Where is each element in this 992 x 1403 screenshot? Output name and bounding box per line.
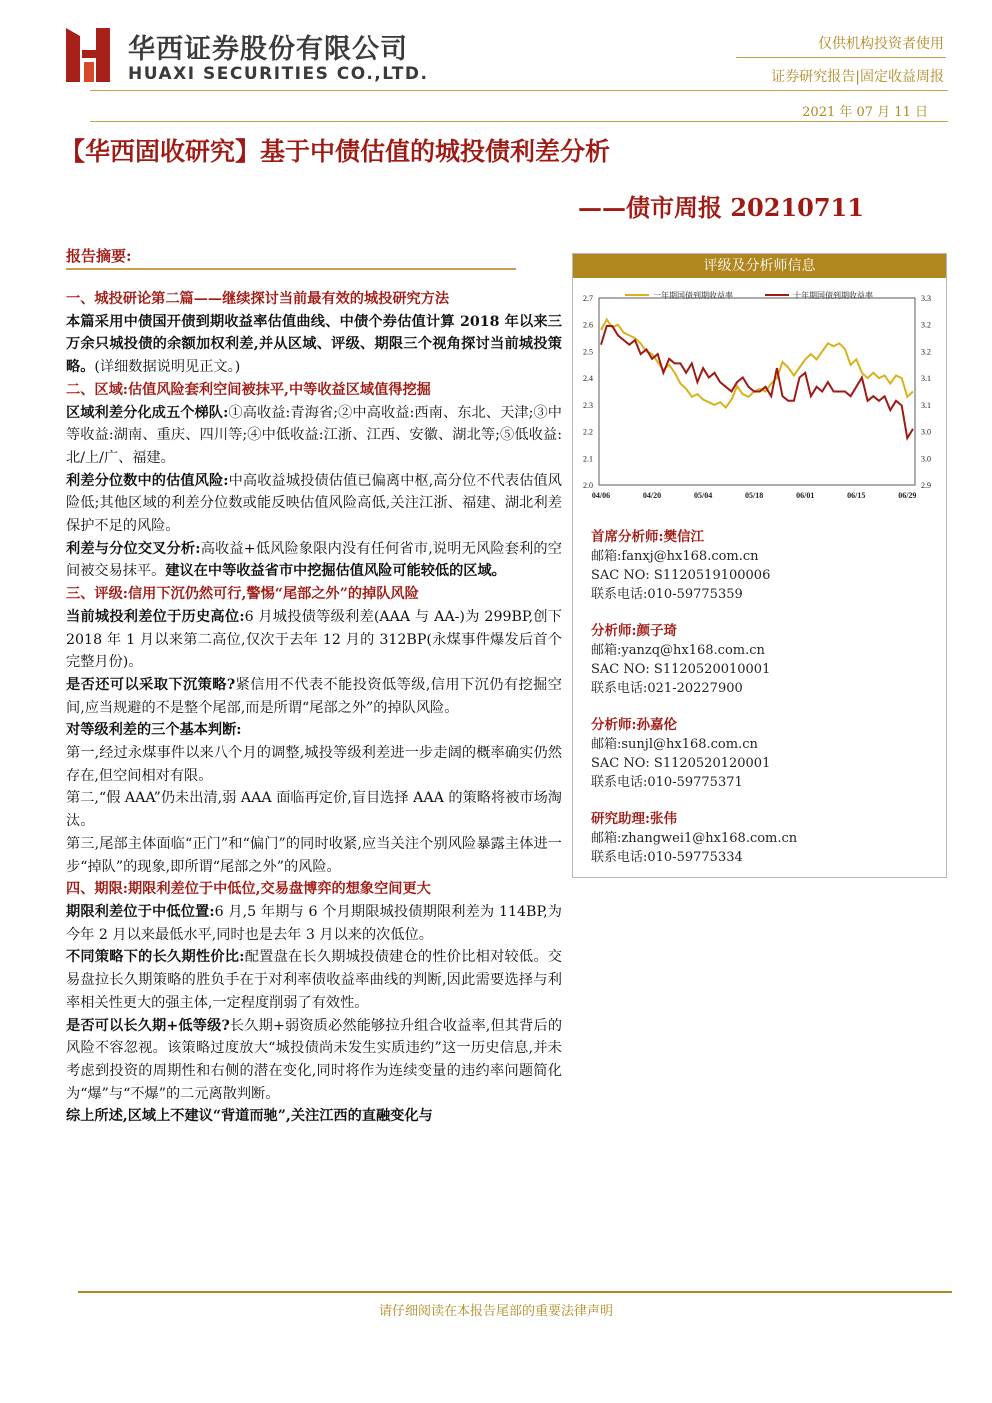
legend-label: 一年期国债到期收益率	[653, 291, 733, 300]
report-type: 证券研究报告|固定收益周报	[771, 69, 944, 85]
summary-underline	[66, 268, 516, 270]
right-axis-tick-label: 2.9	[921, 481, 931, 490]
analyst-sac: SAC NO: S1120520120001	[591, 756, 771, 771]
section-heading: 一、城投研论第二篇——继续探讨当前最有效的城投研究方法	[66, 291, 450, 307]
analyst-phone: 联系电话:010-59775334	[591, 850, 743, 865]
paragraph	[66, 311, 562, 379]
paragraph: 第一,经过永煤事件以来八个月的调整,城投等级利差进一步走阔的概率确实仍然存在,但空间相对有限。	[66, 745, 562, 784]
bold-text: 利差分位数中的估值风险:	[66, 472, 229, 489]
analyst-email: 邮箱:zhangwei1@hx168.com.cn	[591, 831, 798, 846]
paragraph	[66, 1015, 562, 1106]
header-divider	[736, 57, 946, 58]
text: 6 月,5 年期与 6 个月期限城投债期限利差为 114BP,为今年 2 月以来最低水平,同时也是去年 3 月以来的次低位。	[66, 903, 562, 943]
left-axis-tick-label: 2.5	[583, 347, 593, 357]
x-axis-tick-label: 06/15	[847, 491, 866, 500]
paragraph	[66, 946, 562, 1014]
x-axis-tick-label: 06/01	[796, 491, 815, 500]
bold-text: 区域利差分化成五个梯队:	[66, 404, 229, 421]
report-subtitle: ——债市周报 20210711	[578, 193, 864, 222]
right-axis-tick-label: 3.2	[921, 320, 931, 330]
analyst-email: 邮箱:yanzq@hx168.com.cn	[591, 643, 765, 658]
bold-text: 不同策略下的长久期性价比:	[66, 949, 245, 966]
right-axis-tick-label: 3.1	[921, 374, 931, 384]
analyst-block	[591, 716, 770, 792]
analyst-phone: 联系电话:010-59775359	[591, 587, 743, 602]
summary-label: 报告摘要:	[66, 247, 132, 265]
yield-chart	[573, 280, 945, 510]
header-divider	[90, 90, 948, 91]
analyst-name: 研究助理:张伟	[591, 811, 677, 827]
analyst-name: 分析师:孙嘉伦	[591, 717, 677, 733]
report-title: 【华西固收研究】基于中债估值的城投债利差分析	[60, 137, 611, 166]
bold-text: 是否可以长久期+低等级?	[66, 1017, 230, 1034]
panel-header: 评级及分析师信息	[573, 254, 946, 278]
x-axis-tick-label: 06/29	[898, 491, 917, 500]
section-heading: 四、期限:期限利差位于中低位,交易盘博弈的想象空间更大	[66, 881, 431, 898]
analyst-block	[591, 810, 797, 867]
text: 配置盘在长久期城投债建仓的性价比相对较低。交易盘拉长久期策略的胜负手在于对利率债收益率曲线的判断,因此需要选择与利率相关性更大的强主体,一定程度削弱了有效性。	[66, 949, 562, 1011]
x-axis-tick-label: 04/20	[642, 491, 662, 500]
text: 6 月城投债等级利差(AAA 与 AA-)为 299BP,创下 2018 年 1 月以来第二高位,仅次于去年 12 月的 312BP(永煤事件爆发后首个完整月份)。	[66, 608, 562, 671]
section-heading: 三、评级:信用下沉仍然可行,警惕“尾部之外”的掉队风险	[66, 586, 419, 603]
header-divider	[90, 121, 948, 122]
paragraph	[66, 402, 562, 470]
paragraph: 对等级利差的三个基本判断:	[66, 722, 242, 739]
x-axis-tick-label: 05/18	[745, 491, 764, 500]
paragraph: 综上所述,区域上不建议“背道而驰”,关注江西的直融变化与	[66, 1108, 433, 1125]
analyst-phone: 联系电话:021-20227900	[591, 681, 743, 696]
right-axis-tick-label: 3.1	[921, 400, 931, 410]
analyst-block	[591, 528, 770, 604]
analyst-name: 首席分析师:樊信江	[591, 529, 704, 545]
right-axis-tick-label: 3.3	[921, 294, 931, 303]
text: 紧信用不代表不能投资低等级,信用下沉仍有挖掘空间,应当规避的不是整个尾部,而是所谓“尾部之外”的掉队风险。	[66, 676, 562, 716]
bold-text: 建议在中等收益省市中挖掘估值风险可能较低的区域。	[165, 563, 506, 580]
legal-notice: 请仔细阅读在本报告尾部的重要法律声明	[378, 1304, 613, 1319]
paragraph	[66, 470, 562, 538]
analyst-email: 邮箱:fanxj@hx168.com.cn	[591, 549, 759, 564]
analyst-block	[591, 622, 770, 698]
x-axis-tick-label: 05/04	[693, 491, 713, 500]
analyst-sac: SAC NO: S1120519100006	[591, 568, 771, 583]
huaxi-logo-icon	[64, 26, 112, 84]
paragraph	[66, 901, 562, 946]
section-heading: 二、区域:估值风险套利空间被抹平,中等收益区域值得挖掘	[66, 381, 431, 398]
company-name-cn: 华西证券股份有限公司	[128, 34, 408, 65]
footer-line	[78, 1291, 952, 1293]
left-axis-tick-label: 2.2	[583, 427, 593, 437]
paragraph	[66, 606, 562, 674]
bold-text: 期限利差位于中低位置:	[66, 903, 215, 920]
left-axis-tick-label: 2.0	[583, 481, 593, 490]
right-axis-tick-label: 3.0	[921, 427, 931, 437]
paragraph: 第三,尾部主体面临“正门”和“偏门”的同时收紧,应当关注个别风险暴露主体进一步“掉队”的现象,即所谓“尾部之外”的风险。	[66, 835, 562, 875]
audience-note: 仅供机构投资者使用	[818, 36, 944, 52]
left-axis-tick-label: 2.7	[583, 294, 593, 303]
bold-text: 本篇采用中债国开债到期收益率估值曲线、中债个券估值计算 2018 年以来三万余只城投债的余额加权利差,并从区域、评级、期限三个视角探讨当前城投策略。	[66, 313, 562, 376]
left-axis-tick-label: 2.3	[583, 400, 593, 410]
text: ①高收益:青海省;②中高收益:西南、东北、天津;③中等收益:湖南、重庆、四川等;④中低收益:江浙、江西、安徽、湖北等;⑤低收益:北/上/广、福建。	[66, 404, 562, 466]
right-axis-tick-label: 3.0	[921, 454, 931, 464]
paragraph	[66, 674, 562, 719]
analyst-sac: SAC NO: S1120520010001	[591, 662, 771, 677]
legend-label: 十年期国债到期收益率	[793, 291, 873, 300]
bold-text: 当前城投利差位于历史高位:	[66, 608, 245, 625]
left-axis-tick-label: 2.4	[583, 374, 593, 384]
analyst-email: 邮箱:sunjl@hx168.com.cn	[591, 737, 758, 752]
text: 长久期+弱资质必然能够拉升组合收益率,但其背后的风险不容忽视。该策略过度放大“城投债尚未发生实质违约”这一历史信息,并未考虑到投资的周期性和右侧的潜在变化,同时将作为连续变量的违约率问题简化为“爆”与“不爆”的二元离散判断。	[66, 1017, 563, 1102]
report-date: 2021 年 07 月 11 日	[802, 105, 928, 120]
text: 中高收益城投债估值已偏离中枢,高分位不代表估值风险低;其他区域的利差分位数或能反映估值风险高低,关注江浙、福建、湖北利差保护不足的风险。	[66, 472, 562, 535]
bold-text: 利差与分位交叉分析:	[66, 540, 201, 557]
right-axis-tick-label: 3.2	[921, 347, 931, 357]
text: (详细数据说明见正文。)	[94, 359, 241, 376]
x-axis-tick-label: 04/06	[591, 491, 611, 500]
left-axis-tick-label: 2.6	[583, 320, 593, 330]
analyst-name: 分析师:颜子琦	[591, 623, 677, 639]
text: 高收益+低风险象限内没有任何省市,说明无风险套利的空间被交易抹平。	[66, 540, 562, 580]
paragraph	[66, 538, 562, 583]
summary-body	[66, 288, 562, 1128]
left-axis-tick-label: 2.1	[583, 454, 593, 464]
paragraph: 第二,“假 AAA”仍未出清,弱 AAA 面临再定价,盲目选择 AAA 的策略将被市场淘汰。	[66, 790, 562, 830]
series-line	[601, 326, 913, 438]
bold-text: 是否还可以采取下沉策略?	[66, 676, 236, 693]
company-name-en: HUAXI SECURITIES CO.,LTD.	[128, 64, 429, 84]
analyst-phone: 联系电话:010-59775371	[591, 775, 743, 790]
